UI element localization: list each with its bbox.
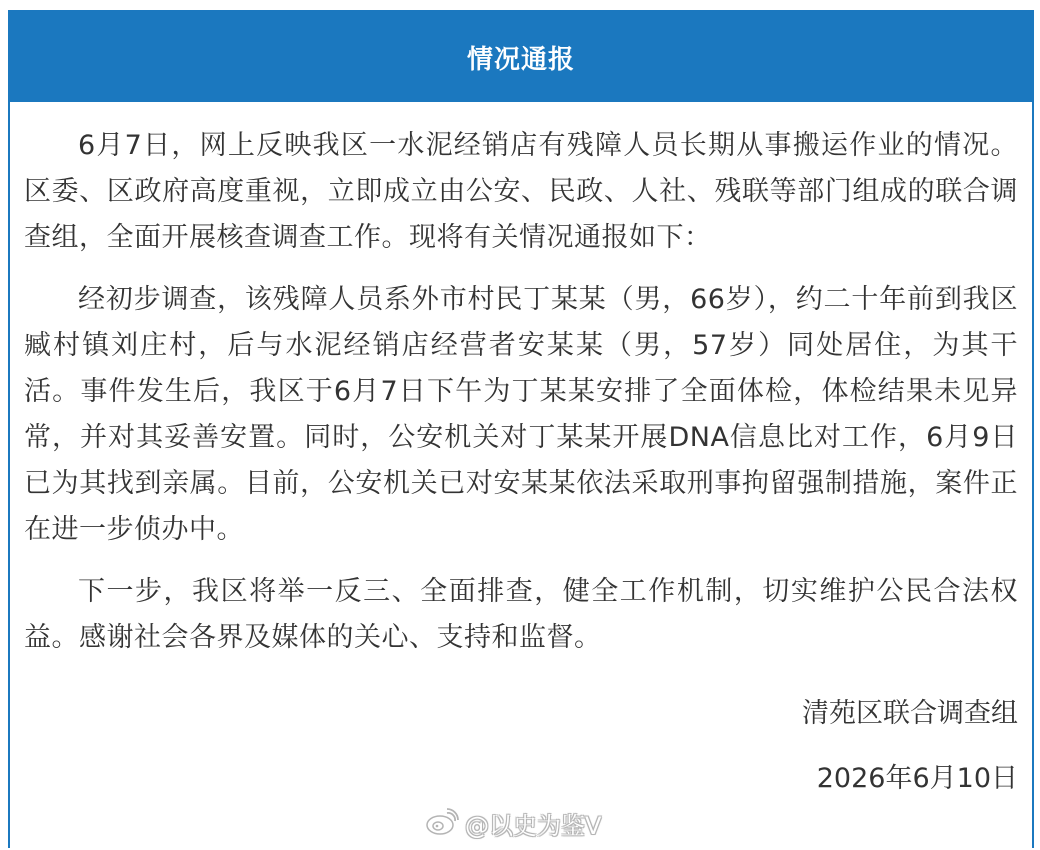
signature: 清苑区联合调查组 xyxy=(802,698,1018,729)
paragraph-findings: 经初步调查，该残障人员系外市村民丁某某（男，66岁），约二十年前到我区臧村镇刘庄村，后与水泥经销店经营者安某某（男，57岁）同处居住，为其干活。事件发生后，我区于6月7日下午为丁某某安排了全面体检，体检结果未见异常，并对其妥善安置。同时，公安机关对丁某某开展DNA信息比对工作，6月9日已为其找到亲属。目前，公安机关已对安某某依法采取刑事拘留强制措施，案件正在进一步侦办中。 xyxy=(24,284,1018,545)
weibo-icon xyxy=(425,808,459,840)
watermark-text: @以史为鉴V xyxy=(465,812,602,840)
notice-frame xyxy=(8,10,1034,848)
watermark xyxy=(425,806,601,841)
notice-header xyxy=(10,12,1032,102)
issue-date: 2026年6月10日 xyxy=(816,763,1018,794)
notice-body xyxy=(24,123,1018,677)
notice-title: 情况通报 xyxy=(466,44,575,75)
paragraph-intro: 6月7日，网上反映我区一水泥经销店有残障人员长期从事搬运作业的情况。区委、区政府高度重视，立即成立由公安、民政、人社、残联等部门组成的联合调查组，全面开展核查调查工作。现将有关情况通报如下： xyxy=(24,130,1018,253)
paragraph-next-steps: 下一步，我区将举一反三、全面排查，健全工作机制，切实维护公民合法权益。感谢社会各界及媒体的关心、支持和监督。 xyxy=(24,576,1018,653)
